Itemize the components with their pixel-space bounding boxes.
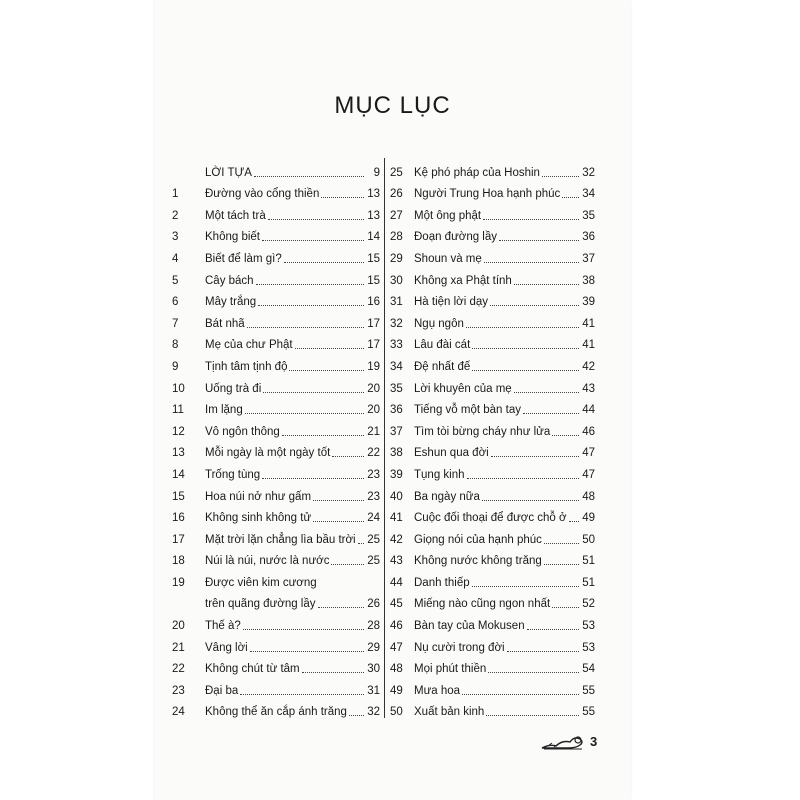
toc-entry: [388, 611, 597, 633]
toc-entry: [388, 396, 597, 418]
toc-entry-page: 39: [582, 296, 595, 309]
dot-leader: [552, 435, 579, 436]
toc-entry-title: Eshun qua đời: [414, 447, 489, 460]
dot-leader: [295, 348, 364, 349]
toc-entry: [170, 266, 382, 288]
toc-entry-number: 24: [172, 706, 185, 719]
toc-entry-title: Người Trung Hoa hạnh phúc: [414, 188, 561, 201]
toc-entry: [170, 374, 382, 396]
toc-entry-page: 32: [367, 706, 380, 719]
toc-entry: [388, 568, 597, 590]
toc-entry-page: 24: [367, 512, 380, 525]
toc-entry-number: 12: [172, 425, 185, 438]
toc-entry-number: 28: [390, 231, 403, 244]
toc-entry-number: 2: [172, 209, 179, 222]
toc-entry-title: Mọi phút thiền: [414, 663, 487, 676]
toc-entry: [170, 676, 382, 698]
toc-entry: [170, 568, 382, 590]
toc-entry-number: 42: [390, 533, 403, 546]
toc-entry-number: 11: [172, 404, 184, 417]
toc-entry-title: Tụng kinh: [414, 468, 465, 481]
toc-entry-page: 51: [582, 555, 595, 568]
toc-entry: [170, 396, 382, 418]
toc-entry-number: 34: [390, 360, 403, 373]
dot-leader: [514, 392, 579, 393]
toc-entry-number: 37: [390, 425, 403, 438]
toc-entry-number: 39: [390, 468, 403, 481]
toc-entry: [170, 244, 382, 266]
toc-entry-title: Giọng nói của hạnh phúc: [414, 533, 542, 546]
toc-entry-title: Tiếng vỗ một bàn tay: [414, 404, 521, 417]
toc-entry-number: 4: [172, 252, 179, 265]
toc-entry-number: 49: [390, 684, 403, 697]
toc-entry: [388, 525, 597, 547]
toc-column-right: [388, 158, 597, 719]
dot-leader: [247, 327, 364, 328]
dot-leader: [466, 327, 579, 328]
toc-entry-page: 14: [367, 231, 380, 244]
toc-entry-number: 32: [390, 317, 403, 330]
dot-leader: [484, 262, 579, 263]
toc-entry-page: 15: [367, 274, 380, 287]
dot-leader: [544, 543, 579, 544]
dot-leader: [268, 219, 364, 220]
toc-entry-title: Miếng nào cũng ngon nhất: [414, 598, 551, 611]
toc-entry: [388, 223, 597, 245]
dot-leader: [254, 176, 364, 177]
toc-entry: [388, 309, 597, 331]
toc-entry-number: 21: [172, 641, 185, 654]
toc-entry-title: Cuộc đối thoại để được chỗ ở: [414, 512, 567, 525]
toc-entry: [170, 633, 382, 655]
dot-leader: [263, 392, 364, 393]
table-of-contents: [170, 158, 597, 720]
toc-entry-title: Đoạn đường lầy: [414, 231, 498, 244]
toc-entry-page: 25: [367, 555, 380, 568]
toc-entry-title: Mưa hoa: [414, 684, 461, 697]
toc-entry-page: 48: [582, 490, 595, 503]
toc-entry: [170, 417, 382, 439]
toc-entry-title: Bát nhã: [205, 317, 245, 330]
toc-entry-number: 14: [172, 468, 185, 481]
toc-entry: [170, 331, 382, 353]
toc-entry: [170, 439, 382, 461]
toc-entry-page: 16: [367, 296, 380, 309]
toc-entry-number: 44: [390, 576, 403, 589]
toc-entry-title: Đại ba: [205, 684, 239, 697]
toc-entry-title: Không nước không trăng: [414, 555, 542, 568]
toc-entry-page: 55: [582, 706, 595, 719]
dot-leader: [499, 240, 579, 241]
toc-entry-page: 41: [582, 339, 595, 352]
dot-leader: [250, 651, 364, 652]
toc-entry-title: Biết để làm gì?: [205, 252, 282, 265]
dot-leader: [331, 564, 364, 565]
dot-leader: [462, 694, 579, 695]
toc-entry-page: 17: [367, 317, 380, 330]
toc-entry-number: 41: [390, 512, 403, 525]
toc-entry-number: 43: [390, 555, 403, 568]
dot-leader: [245, 413, 364, 414]
toc-entry: [170, 547, 382, 569]
dot-leader: [240, 694, 364, 695]
toc-entry: [388, 244, 597, 266]
toc-entry-title: Thế à?: [205, 620, 241, 633]
dot-leader: [507, 651, 579, 652]
dot-leader: [569, 521, 579, 522]
toc-entry: [388, 633, 597, 655]
toc-entry-title: Im lặng: [205, 404, 243, 417]
dot-leader: [258, 305, 364, 306]
dot-leader: [313, 500, 364, 501]
toc-entry-number: 31: [390, 296, 403, 309]
toc-entry-page: 20: [367, 382, 380, 395]
toc-entry-page: 47: [582, 468, 595, 481]
toc-entry-number: 26: [390, 188, 403, 201]
toc-entry-title: Lời khuyên của mẹ: [414, 382, 512, 395]
toc-entry-number: 13: [172, 447, 185, 460]
dot-leader: [562, 197, 579, 198]
dot-leader: [284, 262, 364, 263]
toc-entry-number: 19: [172, 576, 185, 589]
toc-entry-title: Không biết: [205, 231, 260, 244]
toc-entry: [388, 331, 597, 353]
dot-leader: [349, 715, 364, 716]
toc-entry-page: 47: [582, 447, 595, 460]
toc-entry-page: 25: [367, 533, 380, 546]
toc-entry-number: 38: [390, 447, 403, 460]
toc-entry-page: 37: [582, 252, 595, 265]
toc-entry-page: 22: [367, 447, 380, 460]
toc-entry-number: 27: [390, 209, 403, 222]
toc-entry-page: 53: [582, 641, 595, 654]
toc-entry-title: Kệ phó pháp của Hoshin: [414, 166, 540, 179]
toc-entry-title: Không chút từ tâm: [205, 663, 300, 676]
toc-entry-number: 9: [172, 360, 179, 373]
dot-leader: [262, 478, 364, 479]
toc-entry-number: 30: [390, 274, 403, 287]
toc-entry: [170, 180, 382, 202]
dot-leader: [358, 543, 364, 544]
toc-entry-page: 34: [582, 188, 595, 201]
toc-entry: [388, 590, 597, 612]
toc-entry: [388, 288, 597, 310]
toc-entry-page: 43: [582, 382, 595, 395]
dot-leader: [490, 305, 579, 306]
toc-entry-page: 20: [367, 404, 380, 417]
toc-entry-title: Cây bách: [205, 274, 254, 287]
toc-entry-page: 50: [582, 533, 595, 546]
toc-entry-number: 45: [390, 598, 403, 611]
toc-entry-number: 10: [172, 382, 185, 395]
toc-entry: [388, 439, 597, 461]
toc-entry-page: 46: [582, 425, 595, 438]
dot-leader: [482, 500, 579, 501]
toc-entry: [170, 288, 382, 310]
toc-entry: [388, 460, 597, 482]
toc-entry-page: 9: [373, 166, 380, 179]
toc-entry-title: Đệ nhất đế: [414, 360, 471, 373]
toc-entry-number: 29: [390, 252, 403, 265]
dot-leader: [318, 607, 364, 608]
toc-entry-page: 54: [582, 663, 595, 676]
toc-entry-title: Hoa núi nở như gấm: [205, 490, 312, 503]
reclining-monk-icon: [540, 730, 586, 752]
toc-entry-number: 6: [172, 296, 179, 309]
toc-entry-title: Shoun và mẹ: [414, 252, 482, 265]
toc-entry-title: Mặt trời lặn chẳng lìa bầu trời: [205, 533, 356, 546]
toc-entry-page: 23: [367, 490, 380, 503]
dot-leader: [552, 607, 579, 608]
dot-leader: [483, 219, 579, 220]
toc-entry: [388, 504, 597, 526]
toc-entry-number: 23: [172, 684, 185, 697]
dot-leader: [523, 413, 579, 414]
toc-entry: [170, 611, 382, 633]
dot-leader: [544, 564, 579, 565]
toc-entry-number: 17: [172, 533, 185, 546]
toc-entry-title: Tìm tòi bừng cháy như lửa: [414, 425, 551, 438]
toc-entry-title: Vô ngôn thông: [205, 425, 280, 438]
toc-entry-title: Được viên kim cương: [205, 576, 317, 589]
dot-leader: [313, 521, 364, 522]
toc-entry-title: Uống trà đi: [205, 382, 262, 395]
dot-leader: [472, 348, 579, 349]
toc-entry-number: 35: [390, 382, 403, 395]
dot-leader: [542, 176, 579, 177]
toc-entry-number: 22: [172, 663, 185, 676]
toc-entry-title: Vâng lời: [205, 641, 248, 654]
toc-entry-number: 7: [172, 317, 179, 330]
toc-entry: [388, 417, 597, 439]
page-number: 3: [590, 733, 598, 749]
toc-entry-page: 41: [582, 317, 595, 330]
toc-entry-page: 55: [582, 684, 595, 697]
toc-entry: [170, 460, 382, 482]
toc-entry: [170, 525, 382, 547]
toc-entry-title: Không thể ăn cắp ánh trăng: [205, 706, 347, 719]
toc-entry: [170, 201, 382, 223]
toc-entry-page: 31: [367, 684, 380, 697]
toc-entry: [388, 352, 597, 374]
toc-entry-number: 1: [172, 188, 179, 201]
toc-entry-number: 50: [390, 706, 403, 719]
toc-entry-number: 25: [390, 166, 403, 179]
toc-entry-page: 36: [582, 231, 595, 244]
dot-leader: [491, 456, 579, 457]
dot-leader: [302, 672, 364, 673]
toc-entry: [170, 158, 382, 180]
toc-entry: [388, 676, 597, 698]
dot-leader: [486, 715, 579, 716]
dot-leader: [472, 586, 579, 587]
toc-entry: [388, 266, 597, 288]
page-title: MỤC LỤC: [334, 92, 451, 119]
toc-entry-page: 32: [582, 166, 595, 179]
toc-entry-page: 52: [582, 598, 595, 611]
toc-entry-title: Núi là núi, nước là nước: [205, 555, 330, 568]
toc-entry-title: Lâu đài cát: [414, 339, 471, 352]
toc-entry-title: Không xa Phật tính: [414, 274, 512, 287]
toc-entry-page: 35: [582, 209, 595, 222]
toc-entry-number: 40: [390, 490, 403, 503]
toc-entry-number: 5: [172, 274, 179, 287]
toc-entry: [170, 698, 382, 720]
toc-entry-page: 26: [367, 598, 380, 611]
toc-entry-page: 53: [582, 620, 595, 633]
toc-column-left: [170, 158, 382, 719]
toc-entry-page: 51: [582, 576, 595, 589]
toc-entry-page: 29: [367, 641, 380, 654]
toc-entry-page: 13: [367, 188, 380, 201]
toc-entry-number: 48: [390, 663, 403, 676]
toc-entry-title: Không sinh không tử: [205, 512, 312, 525]
dot-leader: [282, 435, 364, 436]
toc-entry-title: Một tách trà: [205, 209, 266, 222]
dot-leader: [256, 284, 364, 285]
toc-entry-title: Danh thiếp: [414, 576, 470, 589]
toc-entry-title: Hà tiện lời dạy: [414, 296, 489, 309]
toc-entry-title: Một ông phật: [414, 209, 482, 222]
toc-entry-title: Xuất bản kinh: [414, 706, 485, 719]
toc-entry-page: 21: [367, 425, 380, 438]
toc-entry-number: 47: [390, 641, 403, 654]
toc-entry-title: Trống tùng: [205, 468, 261, 481]
dot-leader: [321, 197, 364, 198]
toc-entry-page: 44: [582, 404, 595, 417]
toc-entry-page: 13: [367, 209, 380, 222]
toc-entry-page: 42: [582, 360, 595, 373]
toc-entry-number: 8: [172, 339, 179, 352]
toc-entry-title: Bàn tay của Mokusen: [414, 620, 525, 633]
column-divider: [384, 158, 385, 718]
toc-entry-title: Tịnh tâm tịnh độ: [205, 360, 288, 373]
toc-entry-title: trên quãng đường lầy: [205, 598, 316, 611]
dot-leader: [514, 284, 579, 285]
toc-entry-page: 15: [367, 252, 380, 265]
dot-leader: [467, 478, 579, 479]
toc-entry-number: 20: [172, 620, 185, 633]
toc-entry-page: 49: [582, 512, 595, 525]
toc-entry: [388, 158, 597, 180]
toc-entry-number: 36: [390, 404, 403, 417]
toc-entry: [170, 482, 382, 504]
toc-entry: [388, 698, 597, 720]
dot-leader: [332, 456, 364, 457]
toc-entry-title: Ba ngày nữa: [414, 490, 480, 503]
toc-entry: [388, 655, 597, 677]
toc-entry: [170, 309, 382, 331]
dot-leader: [262, 240, 364, 241]
toc-entry-number: 33: [390, 339, 403, 352]
toc-entry-number: 3: [172, 231, 179, 244]
toc-entry: [388, 180, 597, 202]
toc-entry: [170, 352, 382, 374]
toc-entry-page: 23: [367, 468, 380, 481]
toc-entry: [388, 201, 597, 223]
toc-entry-page: 28: [367, 620, 380, 633]
dot-leader: [472, 370, 579, 371]
toc-entry-title: Mây trắng: [205, 296, 257, 309]
toc-entry-number: 15: [172, 490, 185, 503]
dot-leader: [527, 629, 579, 630]
toc-entry: [170, 504, 382, 526]
toc-entry-number: 16: [172, 512, 185, 525]
toc-entry-title: Mẹ của chư Phật: [205, 339, 293, 352]
page-footer: [540, 730, 597, 752]
toc-entry: [170, 655, 382, 677]
toc-entry-page: 17: [367, 339, 380, 352]
toc-entry-number: 18: [172, 555, 185, 568]
dot-leader: [243, 629, 364, 630]
toc-entry-title: Ngụ ngôn: [414, 317, 464, 330]
toc-entry-number: 46: [390, 620, 403, 633]
toc-entry: [388, 374, 597, 396]
toc-entry-title: Nụ cười trong đời: [414, 641, 505, 654]
toc-entry-title: Mỗi ngày là một ngày tốt: [205, 447, 331, 460]
toc-entry-page: 30: [367, 663, 380, 676]
toc-entry: [170, 223, 382, 245]
toc-entry: [388, 547, 597, 569]
toc-entry-title: Đường vào cổng thiền: [205, 188, 320, 201]
toc-entry-page: 38: [582, 274, 595, 287]
toc-entry: [170, 590, 382, 612]
dot-leader: [289, 370, 364, 371]
toc-entry: [388, 482, 597, 504]
dot-leader: [488, 672, 579, 673]
toc-entry-title: LỜI TỰA: [205, 166, 252, 179]
toc-entry-page: 19: [367, 360, 380, 373]
